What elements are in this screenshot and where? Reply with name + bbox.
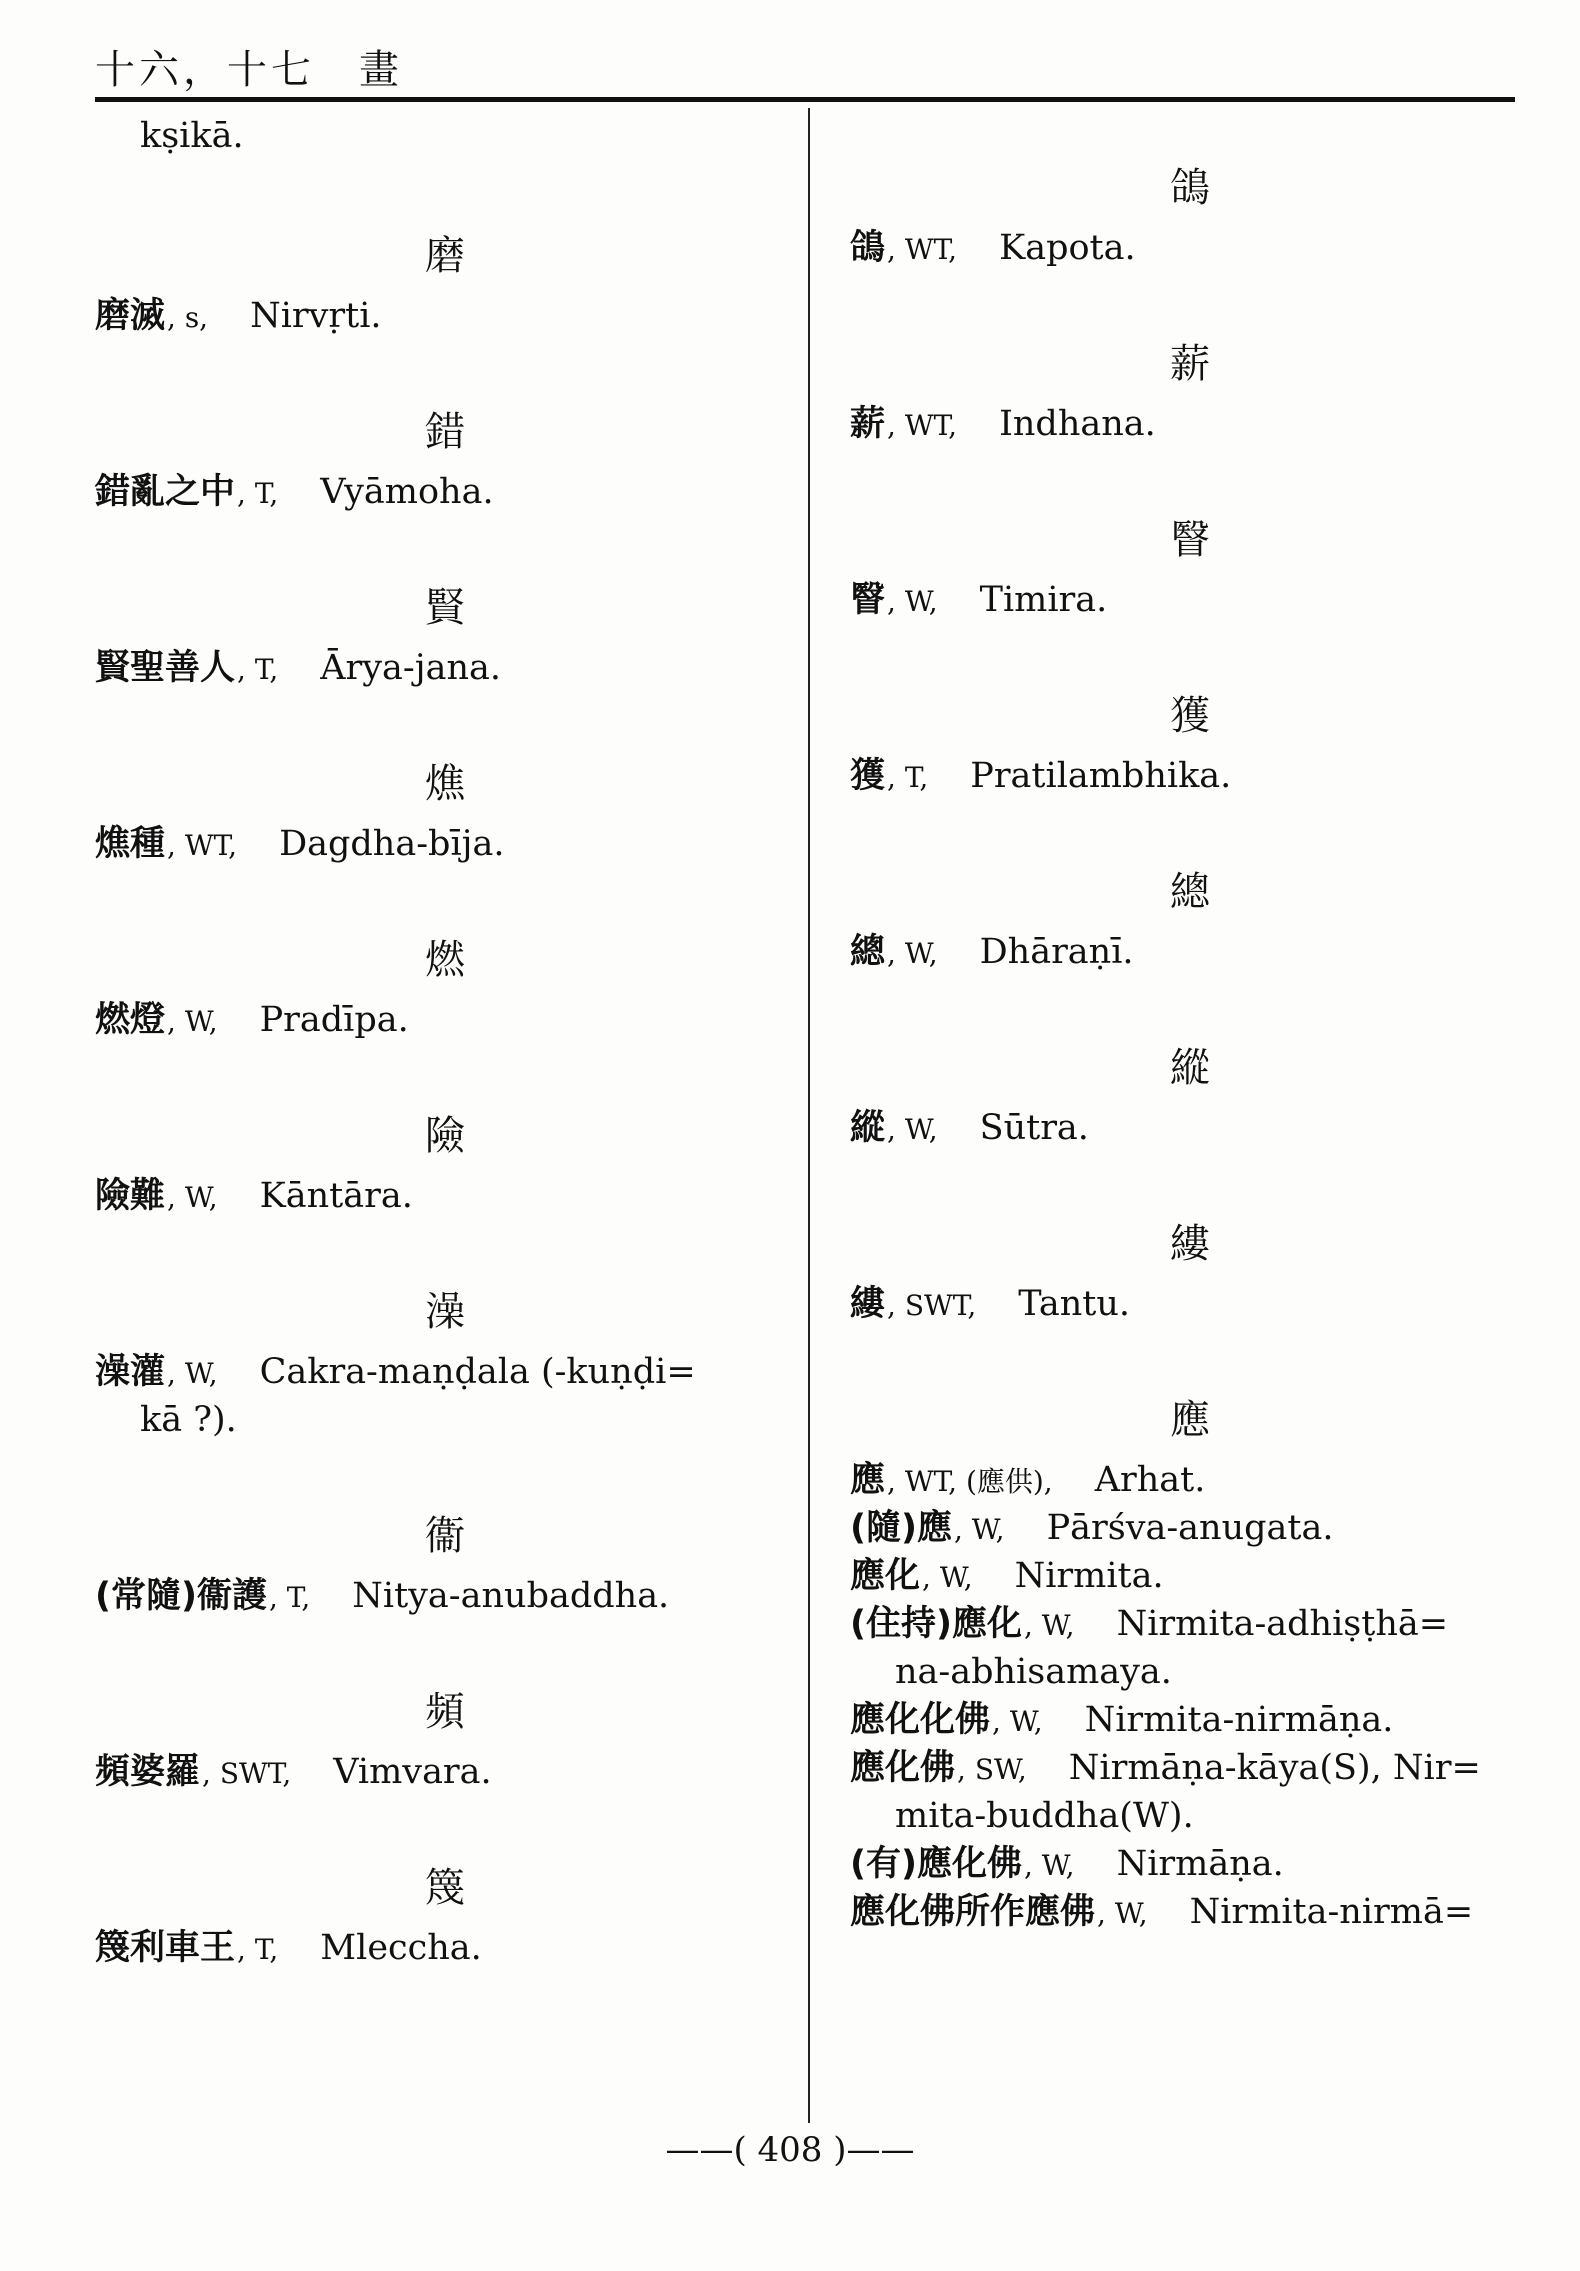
dictionary-entry (95, 816, 504, 874)
entry-chinese: 澡灌 (95, 1352, 166, 1392)
entry-chinese: (有)應化佛 (850, 1844, 1022, 1884)
entry-sanskrit: Indhana. (999, 404, 1156, 444)
dictionary-entry (95, 1568, 669, 1626)
dictionary-entry (95, 992, 409, 1050)
entry-sanskrit: Arhat. (1094, 1460, 1206, 1500)
dictionary-entry (850, 1276, 1130, 1334)
entry-source: , WT, (887, 409, 958, 442)
column-divider (808, 108, 810, 2123)
entry-source: , SW, (957, 1753, 1027, 1786)
dictionary-entry (95, 640, 501, 698)
entry-sanskrit: Mleccha. (320, 1928, 482, 1968)
entry-chinese: 燋種 (95, 824, 166, 864)
entry-source: , W, (887, 585, 938, 618)
head-character: 鴿 (1170, 165, 1210, 211)
entry-source: , T, (269, 1581, 311, 1614)
head-character: 錯 (425, 409, 465, 455)
entry-source: , W, (992, 1705, 1043, 1738)
dictionary-entry (850, 924, 1134, 982)
entry-continuation: na-abhisamaya. (895, 1652, 1172, 1692)
entry-sanskrit: Tantu. (1018, 1284, 1131, 1324)
head-character: 篾 (425, 1865, 465, 1911)
entry-source: , SWT, (887, 1289, 977, 1322)
entry-sanskrit: Vyāmoha. (320, 472, 494, 512)
dictionary-entry (95, 464, 494, 522)
entry-source: , T, (237, 653, 279, 686)
entry-source: , T, (237, 1933, 279, 1966)
entry-sanskrit: Nirmita. (1014, 1556, 1164, 1596)
entry-source: , WT, (應供), (887, 1465, 1053, 1498)
head-character: 獲 (1170, 693, 1210, 739)
entry-sanskrit: Nitya-anubaddha. (352, 1576, 670, 1616)
dictionary-entry (850, 1884, 1473, 1942)
entry-chinese: 頻婆羅 (95, 1752, 201, 1792)
entry-sanskrit: Kapota. (999, 228, 1136, 268)
entry-sanskrit: Timira. (979, 580, 1108, 620)
entry-source: , W, (954, 1513, 1005, 1546)
entry-chinese: 總 (850, 932, 886, 972)
entry-chinese: 應化 (850, 1556, 921, 1596)
entry-chinese: 瞖 (850, 580, 886, 620)
entry-source: , W, (1024, 1609, 1075, 1642)
entry-chinese: 獲 (850, 756, 886, 796)
entry-source: , W, (887, 1113, 938, 1146)
head-character: 縷 (1170, 1221, 1210, 1267)
entry-chinese: (隨)應 (850, 1508, 952, 1548)
head-character: 賢 (425, 585, 465, 631)
head-character: 薪 (1170, 341, 1210, 387)
entry-chinese: 險難 (95, 1176, 166, 1216)
entry-sanskrit: Dagdha-bīja. (279, 824, 505, 864)
continuation-line: kṣikā. (140, 116, 244, 156)
entry-source: , s, (167, 301, 209, 334)
entry-chinese: 應 (850, 1460, 886, 1500)
entry-chinese: 應化佛 (850, 1748, 956, 1788)
dictionary-entry (850, 572, 1107, 630)
entry-sanskrit: Pradīpa. (259, 1000, 409, 1040)
entry-sanskrit: Kāntāra. (259, 1176, 413, 1216)
entry-chinese: 磨滅 (95, 296, 166, 336)
entry-sanskrit: Nirvṛti. (250, 296, 382, 336)
dictionary-entry (850, 748, 1231, 806)
head-character: 衞 (425, 1513, 465, 1559)
entry-source: , W, (167, 1357, 218, 1390)
entry-source: , WT, (887, 233, 958, 266)
entry-source: , T, (237, 477, 279, 510)
dictionary-entry (850, 1100, 1089, 1158)
dictionary-entry (95, 1168, 413, 1226)
entry-source: , W, (887, 937, 938, 970)
head-character: 燃 (425, 937, 465, 983)
entry-chinese: 燃燈 (95, 1000, 166, 1040)
dictionary-entry (95, 1920, 482, 1978)
head-character: 險 (425, 1113, 465, 1159)
entry-chinese: 縱 (850, 1108, 886, 1148)
entry-source: , W, (922, 1561, 973, 1594)
entry-sanskrit: Pārśva-anugata. (1046, 1508, 1334, 1548)
entry-source: , WT, (167, 829, 238, 862)
entry-sanskrit: Sūtra. (979, 1108, 1089, 1148)
entry-sanskrit: Pratilambhika. (970, 756, 1232, 796)
dictionary-entry (850, 220, 1136, 278)
entry-chinese: (常隨)衞護 (95, 1576, 267, 1616)
entry-sanskrit: Ārya-jana. (320, 648, 502, 688)
entry-sanskrit: Nirmāṇa-kāya(S), Nir= (1068, 1748, 1481, 1788)
head-character: 頻 (425, 1689, 465, 1735)
entry-source: , W, (167, 1181, 218, 1214)
head-character: 縱 (1170, 1045, 1210, 1091)
entry-chinese: (住持)應化 (850, 1604, 1022, 1644)
head-character: 瞖 (1170, 517, 1210, 563)
head-character: 應 (1170, 1397, 1210, 1443)
head-character: 總 (1170, 869, 1210, 915)
entry-source: , T, (887, 761, 929, 794)
entry-chinese: 鴿 (850, 228, 886, 268)
page-header: 十六，十七 畫 (95, 47, 403, 93)
entry-source: , W, (167, 1005, 218, 1038)
entry-continuation: kā ?). (140, 1400, 237, 1440)
entry-sanskrit: Nirmita-adhiṣṭhā= (1116, 1604, 1449, 1644)
head-character: 磨 (425, 233, 465, 279)
entry-sanskrit: Cakra-maṇḍala (-kuṇḍi= (259, 1352, 696, 1392)
entry-sanskrit: Nirmita-nirmāṇa. (1084, 1700, 1394, 1740)
dictionary-entry (95, 288, 382, 346)
dictionary-entry (95, 1744, 492, 1802)
entry-source: , SWT, (202, 1757, 292, 1790)
head-character: 澡 (425, 1289, 465, 1335)
entry-chinese: 應化化佛 (850, 1700, 991, 1740)
dictionary-entry (850, 396, 1156, 454)
page-number: ——( 408 )—— (665, 2130, 915, 2170)
entry-chinese: 篾利車王 (95, 1928, 236, 1968)
entry-source: , W, (1097, 1897, 1148, 1930)
entry-source: , W, (1024, 1849, 1075, 1882)
entry-chinese: 應化佛所作應佛 (850, 1892, 1096, 1932)
entry-chinese: 縷 (850, 1284, 886, 1324)
entry-chinese: 薪 (850, 404, 886, 444)
head-character: 燋 (425, 761, 465, 807)
entry-chinese: 錯亂之中 (95, 472, 236, 512)
entry-continuation: mita-buddha(W). (895, 1796, 1194, 1836)
entry-sanskrit: Vimvara. (333, 1752, 492, 1792)
entry-sanskrit: Dhāraṇī. (979, 932, 1134, 972)
entry-chinese: 賢聖善人 (95, 648, 236, 688)
entry-sanskrit: Nirmāṇa. (1116, 1844, 1284, 1884)
header-rule (95, 97, 1515, 102)
entry-sanskrit: Nirmita-nirmā= (1189, 1892, 1474, 1932)
